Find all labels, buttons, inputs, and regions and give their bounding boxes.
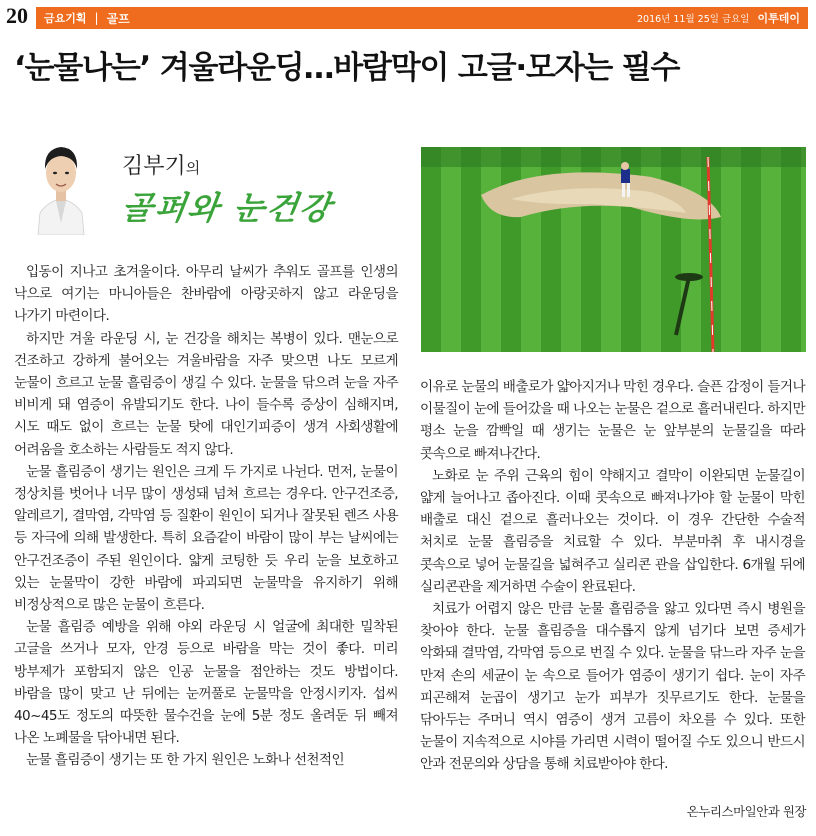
article-headline: ‘눈물나는’ 겨울라운딩…바람막이 고글·모자는 필수 (14, 50, 680, 86)
article-body-right (420, 376, 805, 776)
newspaper-brand: 이투데이 (757, 12, 800, 25)
paragraph: 치료가 어렵지 않은 만큼 눈물 흘림증을 앓고 있다면 즉시 병원을 찾아야 한다. 눈물 흘림증을 대수롭지 않게 넘기다 보면 증세가 악화돼 결막염, 각막염 등으로 번질 수 있다. 눈물을 닦느라 자주 눈을 만져 손의 세균이 눈 속으로 들어가 염증이 생기기 쉽다. 눈이 자주 피곤해져 눈곱이 생기고 눈가 피부가 짓무르기도 한다. 눈물을 닦아두는 주머니 역시 염증이 생겨 고름이 차오를 수 있다. 또한 눈물이 지속적으로 시야를 가리면 시력이 떨어질 수도 있으니 반드시 안과 전문의와 상담을 통해 치료받아야 한다. (420, 601, 805, 773)
section-separator: | (94, 11, 99, 25)
subsection-label: 골프 (106, 11, 130, 26)
author-suffix: 의 (185, 159, 201, 177)
author-portrait (30, 135, 92, 235)
issue-date: 2016년 11월 25일 금요일 (637, 14, 750, 25)
section-header-bar (36, 7, 808, 29)
column-title: 골퍼와 눈건강 (119, 189, 336, 227)
paragraph: 눈물 흘림증이 생기는 또 한 가지 원인은 노화나 선천적인 (26, 752, 344, 769)
paragraph: 눈물 흘림증 예방을 위해 야외 라운딩 시 얼굴에 최대한 밀착된 고글을 쓰거나 모자, 안경 등으로 바람을 막는 것이 좋다. 미리 방부제가 포함되지 않은 인공 눈물을 점안하는 것도 방법이다. 바람을 많이 맞고 난 뒤에는 눈꺼풀로 눈물막을 안정시키자. 섭씨 40~45도 정도의 따뜻한 물수건을 눈에 5분 정도 올려둔 뒤 빼져 나온 노폐물을 닦아내면 된다. (14, 619, 398, 747)
section-label: 금요기획 (44, 12, 87, 25)
page-number: 20 (6, 3, 28, 28)
paragraph: 입동이 지나고 초겨울이다. 아무리 날씨가 추워도 골프를 인생의 낙으로 여기는 마니아들은 찬바람에 아랑곳하지 않고 라운딩을 나가기 마련이다. (14, 264, 398, 325)
article-body-left (14, 261, 398, 772)
paragraph: 하지만 겨울 라운딩 시, 눈 건강을 해치는 복병이 있다. 맨눈으로 건조하고 강하게 불어오는 겨울바람을 자주 맞으면 나도 모르게 눈물이 흐르고 눈물 흘림증이 생길 수 있다. 눈물을 닦으려 눈을 자주 비비게 돼 염증이 유발되기도 한다. 나이 들수록 증상이 심해지며, 시도 때도 없이 흐르는 눈물 탓에 대인기피증이 생겨 사회생활에 어려움을 호소하는 사람들도 적지 않다. (14, 330, 398, 458)
golf-course-photo (421, 147, 806, 352)
author-byline: 온누리스마일안과 원장 (686, 804, 806, 819)
paragraph: 눈물 흘림증이 생기는 원인은 크게 두 가지로 나뉜다. 먼저, 눈물이 정상치를 벗어나 너무 많이 생성돼 넘쳐 흐르는 경우다. 안구건조증, 알레르기, 결막염, 각막염 등 질환이 원인이 되거나 잘못된 렌즈 사용 등 자극에 의해 발생한다. 특히 요즘같이 바람이 많이 부는 날씨에는 안구건조증이 주된 원인이다. 얇게 코팅한 듯 우리 눈을 보호하고 있는 눈물막이 강한 바람에 파괴되면 눈물막을 유지하기 위해 비정상적으로 많은 눈물이 흐른다. (14, 463, 398, 614)
column-author (122, 149, 200, 180)
paragraph: 노화로 눈 주위 근육의 힘이 약해지고 결막이 이완되면 눈물길이 얇게 늘어나고 좁아진다. 이때 콧속으로 빠져나가야 할 눈물이 막힌 배출로 대신 겉으로 흘러나오는 것이다. 이 경우 간단한 수술적 처치로 눈물 흘림증을 치료할 수 있다. 부분마취 후 내시경을 콧속으로 넣어 눈물길을 넓혀주고 실리콘 관을 삽입한다. 6개월 뒤에 실리콘관을 제거하면 수술이 완료된다. (420, 467, 805, 595)
paragraph: 이유로 눈물의 배출로가 얇아지거나 막힌 경우다. 슬픈 감정이 들거나 이물질이 눈에 들어갔을 때 나오는 눈물은 겉으로 흘러내린다. 하지만 평소 눈을 깜빡일 때 생기는 눈물은 눈 앞부분의 눈물길을 따라 콧속으로 빠져나간다. (420, 379, 805, 462)
column-profile (30, 135, 390, 245)
author-name: 김부기 (122, 154, 186, 179)
